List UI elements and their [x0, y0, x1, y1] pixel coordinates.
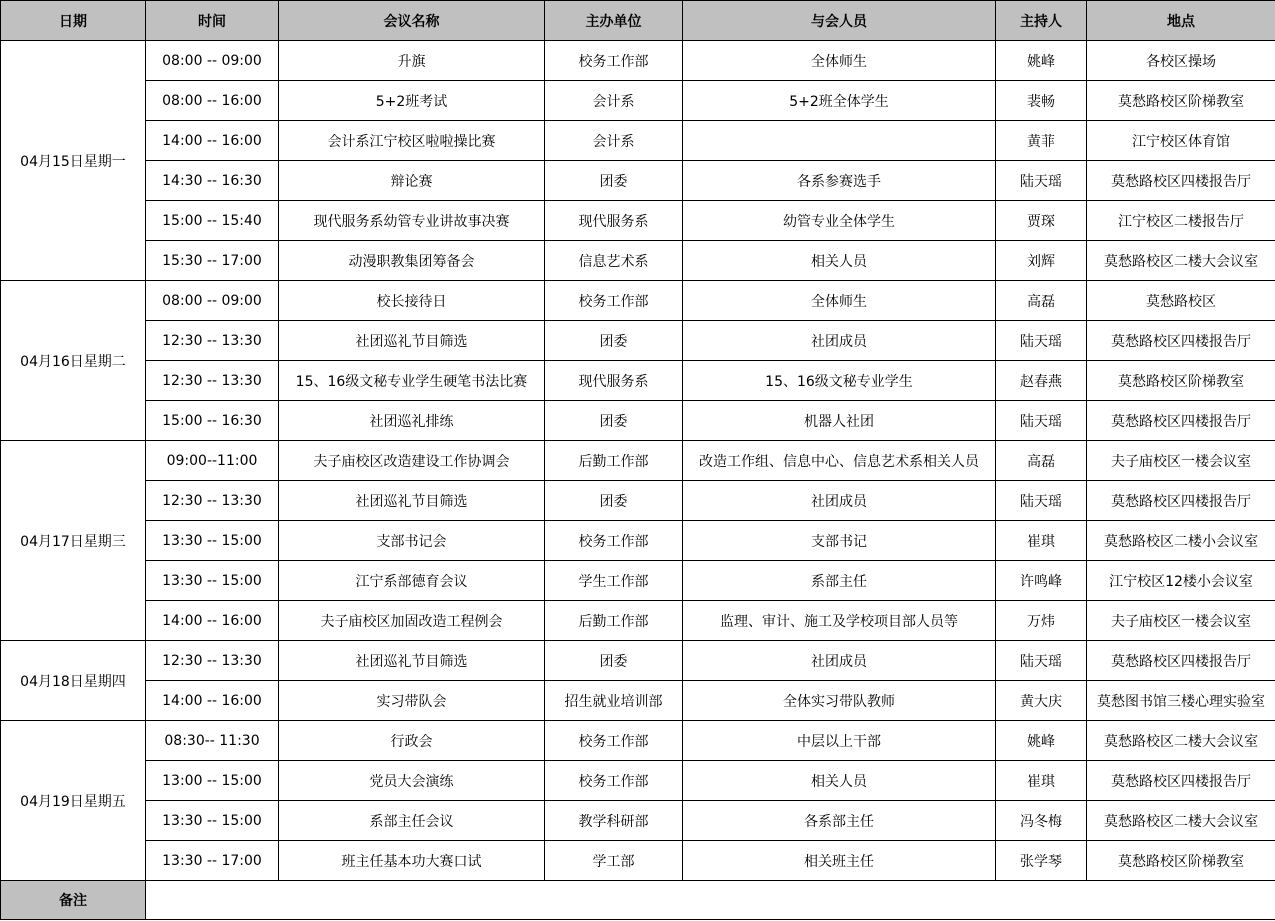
remark-value — [146, 881, 1275, 920]
meeting-name-cell: 社团巡礼排练 — [279, 401, 545, 441]
meeting-name-cell: 动漫职教集团筹备会 — [279, 241, 545, 281]
time-cell: 13:30 -- 15:00 — [146, 801, 279, 841]
attendees-cell: 15、16级文秘专业学生 — [683, 361, 996, 401]
host-unit-cell: 后勤工作部 — [545, 441, 683, 481]
location-cell: 莫愁路校区阶梯教室 — [1087, 361, 1275, 401]
host-cell: 贾琛 — [996, 201, 1087, 241]
location-cell: 夫子庙校区一楼会议室 — [1087, 601, 1275, 641]
remark-row — [1, 881, 1275, 920]
time-cell: 12:30 -- 13:30 — [146, 481, 279, 521]
host-unit-cell: 信息艺术系 — [545, 241, 683, 281]
location-cell: 莫愁路校区二楼小会议室 — [1087, 521, 1275, 561]
host-cell: 许鸣峰 — [996, 561, 1087, 601]
host-unit-cell: 团委 — [545, 481, 683, 521]
time-cell: 12:30 -- 13:30 — [146, 321, 279, 361]
table-row — [1, 41, 1275, 81]
location-cell: 莫愁路校区 — [1087, 281, 1275, 321]
header-host-unit: 主办单位 — [545, 1, 683, 41]
host-unit-cell: 教学科研部 — [545, 801, 683, 841]
time-cell: 14:30 -- 16:30 — [146, 161, 279, 201]
location-cell: 夫子庙校区一楼会议室 — [1087, 441, 1275, 481]
time-cell: 08:00 -- 16:00 — [146, 81, 279, 121]
location-cell: 莫愁路校区四楼报告厅 — [1087, 161, 1275, 201]
location-cell: 江宁校区二楼报告厅 — [1087, 201, 1275, 241]
time-cell: 13:30 -- 17:00 — [146, 841, 279, 881]
table-row — [1, 641, 1275, 681]
location-cell: 江宁校区12楼小会议室 — [1087, 561, 1275, 601]
attendees-cell: 社团成员 — [683, 321, 996, 361]
time-cell: 15:00 -- 16:30 — [146, 401, 279, 441]
attendees-cell: 5+2班全体学生 — [683, 81, 996, 121]
time-cell: 12:30 -- 13:30 — [146, 641, 279, 681]
header-date: 日期 — [1, 1, 146, 41]
table-row — [1, 521, 1275, 561]
host-unit-cell: 现代服务系 — [545, 361, 683, 401]
attendees-cell — [683, 121, 996, 161]
attendees-cell: 相关人员 — [683, 241, 996, 281]
attendees-cell: 系部主任 — [683, 561, 996, 601]
attendees-cell: 支部书记 — [683, 521, 996, 561]
host-cell: 高磊 — [996, 281, 1087, 321]
host-cell: 陆天瑶 — [996, 481, 1087, 521]
meeting-name-cell: 会计系江宁校区啦啦操比赛 — [279, 121, 545, 161]
table-row — [1, 761, 1275, 801]
host-unit-cell: 校务工作部 — [545, 41, 683, 81]
host-unit-cell: 会计系 — [545, 81, 683, 121]
meeting-name-cell: 社团巡礼节目筛选 — [279, 321, 545, 361]
date-cell: 04月18日星期四 — [1, 641, 146, 721]
meeting-name-cell: 江宁系部德育会议 — [279, 561, 545, 601]
host-cell: 姚峰 — [996, 721, 1087, 761]
host-cell: 冯冬梅 — [996, 801, 1087, 841]
attendees-cell: 全体师生 — [683, 41, 996, 81]
meeting-name-cell: 夫子庙校区加固改造工程例会 — [279, 601, 545, 641]
location-cell: 莫愁路校区四楼报告厅 — [1087, 641, 1275, 681]
date-cell: 04月19日星期五 — [1, 721, 146, 881]
time-cell: 14:00 -- 16:00 — [146, 121, 279, 161]
host-unit-cell: 校务工作部 — [545, 721, 683, 761]
meeting-name-cell: 党员大会演练 — [279, 761, 545, 801]
time-cell: 09:00--11:00 — [146, 441, 279, 481]
time-cell: 15:30 -- 17:00 — [146, 241, 279, 281]
attendees-cell: 各系部主任 — [683, 801, 996, 841]
host-cell: 崔琪 — [996, 761, 1087, 801]
host-cell: 姚峰 — [996, 41, 1087, 81]
header-attendees: 与会人员 — [683, 1, 996, 41]
time-cell: 13:00 -- 15:00 — [146, 761, 279, 801]
location-cell: 江宁校区体育馆 — [1087, 121, 1275, 161]
host-unit-cell: 现代服务系 — [545, 201, 683, 241]
attendees-cell: 机器人社团 — [683, 401, 996, 441]
time-cell: 12:30 -- 13:30 — [146, 361, 279, 401]
meeting-name-cell: 5+2班考试 — [279, 81, 545, 121]
attendees-cell: 各系参赛选手 — [683, 161, 996, 201]
host-unit-cell: 校务工作部 — [545, 281, 683, 321]
host-unit-cell: 校务工作部 — [545, 761, 683, 801]
time-cell: 15:00 -- 15:40 — [146, 201, 279, 241]
location-cell: 莫愁路校区阶梯教室 — [1087, 81, 1275, 121]
date-cell: 04月15日星期一 — [1, 41, 146, 281]
remark-label: 备注 — [1, 881, 146, 920]
host-cell: 万炜 — [996, 601, 1087, 641]
meeting-name-cell: 行政会 — [279, 721, 545, 761]
location-cell: 各校区操场 — [1087, 41, 1275, 81]
host-unit-cell: 后勤工作部 — [545, 601, 683, 641]
attendees-cell: 改造工作组、信息中心、信息艺术系相关人员 — [683, 441, 996, 481]
host-cell: 陆天瑶 — [996, 641, 1087, 681]
host-cell: 高磊 — [996, 441, 1087, 481]
meeting-name-cell: 升旗 — [279, 41, 545, 81]
date-cell: 04月16日星期二 — [1, 281, 146, 441]
location-cell: 莫愁路校区四楼报告厅 — [1087, 481, 1275, 521]
location-cell: 莫愁路校区阶梯教室 — [1087, 841, 1275, 881]
host-unit-cell: 会计系 — [545, 121, 683, 161]
location-cell: 莫愁路校区四楼报告厅 — [1087, 761, 1275, 801]
host-unit-cell: 团委 — [545, 641, 683, 681]
attendees-cell: 幼管专业全体学生 — [683, 201, 996, 241]
table-row — [1, 801, 1275, 841]
header-time: 时间 — [146, 1, 279, 41]
time-cell: 14:00 -- 16:00 — [146, 681, 279, 721]
table-row — [1, 401, 1275, 441]
table-header — [1, 1, 1275, 41]
host-cell: 刘辉 — [996, 241, 1087, 281]
host-unit-cell: 学生工作部 — [545, 561, 683, 601]
time-cell: 13:30 -- 15:00 — [146, 521, 279, 561]
host-cell: 崔琪 — [996, 521, 1087, 561]
meeting-name-cell: 现代服务系幼管专业讲故事决赛 — [279, 201, 545, 241]
table-row — [1, 201, 1275, 241]
meeting-name-cell: 夫子庙校区改造建设工作协调会 — [279, 441, 545, 481]
attendees-cell: 相关班主任 — [683, 841, 996, 881]
table-row — [1, 161, 1275, 201]
table-row — [1, 241, 1275, 281]
host-cell: 张学琴 — [996, 841, 1087, 881]
table-row — [1, 281, 1275, 321]
header-meeting-name: 会议名称 — [279, 1, 545, 41]
table-row — [1, 81, 1275, 121]
table-row — [1, 481, 1275, 521]
table-footer — [1, 881, 1275, 920]
location-cell: 莫愁路校区四楼报告厅 — [1087, 401, 1275, 441]
meeting-name-cell: 15、16级文秘专业学生硬笔书法比赛 — [279, 361, 545, 401]
meeting-name-cell: 系部主任会议 — [279, 801, 545, 841]
meeting-name-cell: 社团巡礼节目筛选 — [279, 481, 545, 521]
date-cell: 04月17日星期三 — [1, 441, 146, 641]
time-cell: 14:00 -- 16:00 — [146, 601, 279, 641]
host-unit-cell: 团委 — [545, 161, 683, 201]
attendees-cell: 社团成员 — [683, 641, 996, 681]
time-cell: 08:30-- 11:30 — [146, 721, 279, 761]
header-location: 地点 — [1087, 1, 1275, 41]
host-unit-cell: 学工部 — [545, 841, 683, 881]
host-unit-cell: 招生就业培训部 — [545, 681, 683, 721]
time-cell: 08:00 -- 09:00 — [146, 281, 279, 321]
meeting-name-cell: 校长接待日 — [279, 281, 545, 321]
attendees-cell: 相关人员 — [683, 761, 996, 801]
table-row — [1, 321, 1275, 361]
table-row — [1, 721, 1275, 761]
table-row — [1, 681, 1275, 721]
meeting-name-cell: 支部书记会 — [279, 521, 545, 561]
host-cell: 陆天瑶 — [996, 161, 1087, 201]
location-cell: 莫愁路校区二楼大会议室 — [1087, 801, 1275, 841]
table-row — [1, 561, 1275, 601]
location-cell: 莫愁路校区二楼大会议室 — [1087, 241, 1275, 281]
attendees-cell: 全体实习带队教师 — [683, 681, 996, 721]
host-unit-cell: 校务工作部 — [545, 521, 683, 561]
location-cell: 莫愁路校区四楼报告厅 — [1087, 321, 1275, 361]
table-row — [1, 601, 1275, 641]
host-cell: 裴畅 — [996, 81, 1087, 121]
location-cell: 莫愁图书馆三楼心理实验室 — [1087, 681, 1275, 721]
table-row — [1, 441, 1275, 481]
meeting-name-cell: 辩论赛 — [279, 161, 545, 201]
meeting-name-cell: 社团巡礼节目筛选 — [279, 641, 545, 681]
meeting-name-cell: 班主任基本功大赛口试 — [279, 841, 545, 881]
meeting-name-cell: 实习带队会 — [279, 681, 545, 721]
location-cell: 莫愁路校区二楼大会议室 — [1087, 721, 1275, 761]
header-row — [1, 1, 1275, 41]
attendees-cell: 社团成员 — [683, 481, 996, 521]
host-cell: 黄菲 — [996, 121, 1087, 161]
table-body — [1, 41, 1275, 881]
table-row — [1, 841, 1275, 881]
host-unit-cell: 团委 — [545, 321, 683, 361]
host-cell: 陆天瑶 — [996, 401, 1087, 441]
host-unit-cell: 团委 — [545, 401, 683, 441]
host-cell: 赵春燕 — [996, 361, 1087, 401]
table-row — [1, 121, 1275, 161]
attendees-cell: 监理、审计、施工及学校项目部人员等 — [683, 601, 996, 641]
time-cell: 13:30 -- 15:00 — [146, 561, 279, 601]
attendees-cell: 中层以上干部 — [683, 721, 996, 761]
time-cell: 08:00 -- 09:00 — [146, 41, 279, 81]
host-cell: 黄大庆 — [996, 681, 1087, 721]
attendees-cell: 全体师生 — [683, 281, 996, 321]
table-row — [1, 361, 1275, 401]
header-host: 主持人 — [996, 1, 1087, 41]
host-cell: 陆天瑶 — [996, 321, 1087, 361]
